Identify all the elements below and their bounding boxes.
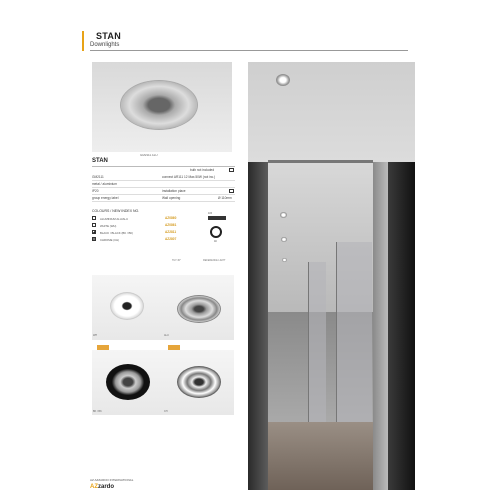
- variant-tile-white: [92, 275, 163, 340]
- colour-name: ALUMINIUM ALU/ALU: [100, 217, 128, 221]
- hero-caption: GM2111 ALU: [140, 153, 158, 157]
- corridor-spotlight: [282, 258, 287, 262]
- variant-label: WH: [93, 334, 98, 337]
- colours-heading: COLOURS / NEW INDEX NO.: [92, 209, 140, 213]
- colour-code: AZ0860: [165, 216, 177, 220]
- diagram-side-view: [208, 216, 226, 220]
- reference-label: REFERENCE LIGHT: [203, 259, 226, 262]
- interior-photo: [248, 62, 415, 490]
- spec-bulb: bulb not included: [190, 168, 215, 172]
- brand-rest: zardo: [98, 484, 115, 490]
- dimension-side-label: 40: [214, 240, 217, 243]
- photo-left-wall: [248, 162, 268, 490]
- spec-row-divider: [92, 187, 235, 188]
- header-accent-bar: [82, 31, 84, 51]
- colour-name: CHROME (CH): [100, 238, 120, 242]
- spec-row-divider: [92, 180, 235, 181]
- brand-logo: [90, 484, 114, 490]
- photo-door-frame: [373, 162, 388, 490]
- swatch-white: [92, 223, 96, 227]
- variant-tile-alu: [163, 275, 234, 340]
- variant-tile-chrome: [163, 350, 234, 415]
- product-hero-image: [92, 62, 232, 152]
- variant-label: BK / BK: [93, 410, 102, 413]
- page-title: STAN: [96, 31, 122, 41]
- photo-ceiling-trim: [268, 160, 373, 163]
- spec-energy: group energy label: [92, 196, 119, 200]
- photo-right-wall: [388, 162, 415, 490]
- colour-code: AZ2811: [165, 230, 177, 234]
- spec-wall-opening: Wall opening: [162, 196, 181, 200]
- footer-company: AZ AZZARDO INTERNATIONAL: [90, 478, 134, 482]
- colour-name: BLACK / BLACK (BK / BK): [100, 231, 134, 235]
- spec-row-divider: [92, 194, 235, 195]
- ceiling-spotlight: [276, 74, 290, 86]
- header-divider: [90, 50, 408, 51]
- diagram-top-view: [210, 226, 222, 238]
- spec-socket: connect AR111 12 Max.50W (not inc.): [162, 175, 216, 179]
- spec-row-divider: [92, 201, 235, 202]
- product-name: STAN: [92, 158, 108, 164]
- photo-corridor-floor: [268, 422, 373, 490]
- installation-icon: [229, 189, 234, 193]
- downlight-white-image: [110, 292, 144, 320]
- bulb-icon: [229, 168, 234, 172]
- colour-code: AZ0861: [165, 223, 177, 227]
- dimension-diagram: [208, 212, 232, 246]
- brand-prefix: AZ: [90, 484, 98, 490]
- swatch-chrome: [92, 237, 96, 241]
- variant-label: ALU: [164, 334, 169, 337]
- variant-tile-black: [92, 350, 163, 415]
- dimension-top-label: 115: [208, 212, 212, 215]
- swatch-alu: [92, 216, 96, 220]
- colour-name: WHITE (WH): [100, 224, 117, 228]
- corridor-spotlight: [280, 212, 287, 218]
- corridor-spotlight: [281, 237, 287, 242]
- spec-material: metal / aluminium: [92, 182, 117, 186]
- colour-code: AZ2807: [165, 237, 177, 241]
- downlight-black-image: [106, 364, 150, 400]
- spec-ip: IP20: [92, 189, 99, 193]
- photo-ceiling: [248, 62, 415, 162]
- variant-label: CH: [164, 410, 168, 413]
- spec-code: GM2111: [92, 175, 104, 179]
- page-subtitle: Downlights: [90, 42, 120, 48]
- downlight-alu-image: [177, 295, 221, 323]
- swatch-black: [92, 230, 96, 234]
- downlight-illustration: [120, 80, 198, 130]
- spec-cutout: Ø 110mm: [218, 196, 232, 200]
- product-divider: [92, 166, 235, 167]
- tilt-label: TILT 30°: [172, 259, 181, 262]
- downlight-chrome-image: [177, 366, 221, 398]
- spec-installation: installation place: [162, 189, 186, 193]
